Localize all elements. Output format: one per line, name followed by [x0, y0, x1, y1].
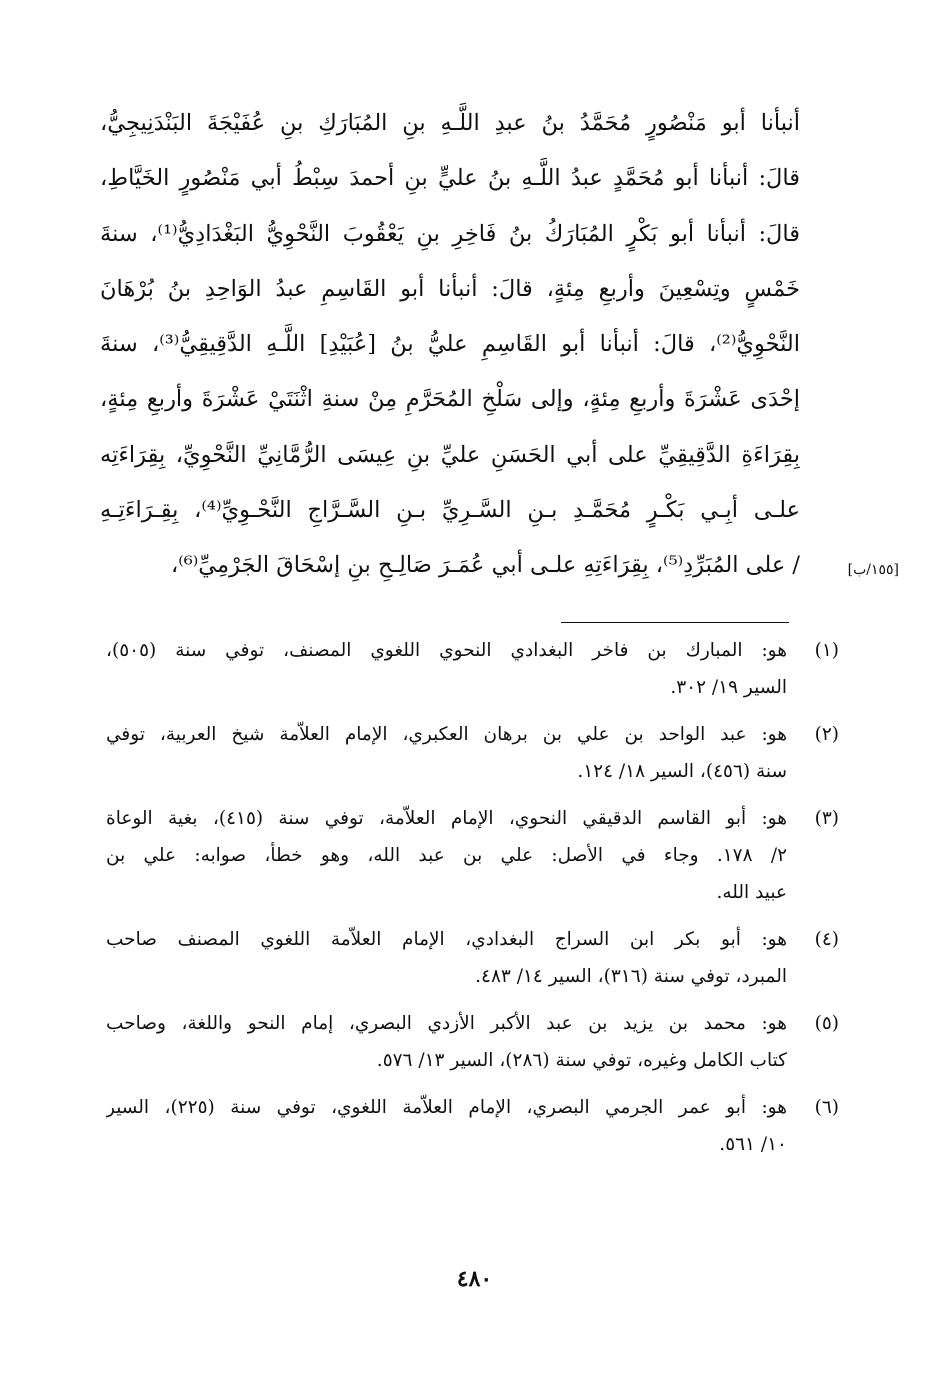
main-text-line: إحْدَى عَشْرَةَ وأربعِ مِئةٍ، وإلى سَلْخِ المُحَرَّمِ مِنْ سنةِ اثْنَتَيْ عَشْرَةَ وأربعِ مِئةٍ،	[100, 386, 800, 413]
footnote-number: (٢)	[814, 724, 839, 745]
main-text-line: / على المُبَرِّدِ⁽⁵⁾، بِقِرَاءَتِهِ علـى أبي عُمَـرَ صَالِـحِ بنِ إسْحَاقَ الجَرْمِيِّ⁽⁶⁾،	[170, 552, 800, 579]
footnote-line: هو: محمد بن يزيد بن عبد الأكبر الأزدي البصري، إمام النحو واللغة، وصاحب	[106, 1013, 787, 1034]
footnote-number: (٤)	[814, 929, 839, 950]
footnote-line: عبيد الله.	[716, 882, 787, 903]
footnote-3	[106, 800, 839, 911]
manuscript-folio-mark: [١٥٥/ب]	[847, 562, 899, 578]
footnote-number: (١)	[814, 640, 839, 661]
footnote-line: هو: أبو بكر ابن السراج البغدادي، الإمام العلاّمة اللغوي المصنف صاحب	[106, 929, 787, 950]
main-text-line: خَمْسٍ وتِسْعِينَ وأربعِ مِئةٍ، قالَ: أنبأنا أبو القَاسِمِ عبدُ الوَاحِدِ بنُ بُرْهَانَ	[100, 275, 800, 302]
main-text-line: علـى أبِـي بَكْـرٍ مُحَمَّـدِ بـنِ السَّـرِيِّ بـنِ السَّـرَّاجِ النَّحْـوِيِّ⁽⁴⁾، بِقِـرَاءَتِـهِ	[100, 497, 800, 524]
page-number: ٤٨٠	[456, 1266, 493, 1292]
main-text-line: بِقِرَاءَةِ الدَّقِيقِيِّ على أبي الحَسَنِ عليِّ بنِ عِيسَى الرُّمَّانِيِّ النَّحْوِيِّ، بِقِرَاءَتِه	[100, 441, 800, 468]
footnote-line: سنة (٤٥٦)، السير ١٨/ ١٢٤.	[577, 761, 787, 782]
footnote-line: هو: عبد الواحد بن علي بن برهان العكبري، الإمام العلاّمة شيخ العربية، توفي	[106, 724, 787, 745]
footnote-line: كتاب الكامل وغيره، توفي سنة (٢٨٦)، السير ١٣/ ٥٧٦.	[376, 1050, 787, 1071]
main-text-line: أنبأنا أبو مَنْصُورٍ مُحَمَّدُ بنُ عبدِ اللَّـهِ بنِ المُبَارَكِ بنِ عُفَيْجَةَ البَنْدَنِيجِيُّ،	[100, 110, 800, 136]
footnote-line: المبرد، توفي سنة (٣١٦)، السير ١٤/ ٤٨٣.	[475, 966, 787, 987]
main-text-line: قالَ: أنبأنا أبو بَكْرٍ المُبَارَكُ بنُ فَاخِرِ بنِ يَعْقُوبَ النَّحْوِيُّ البَغْدَادِيُّ⁽¹⁾، سنةَ	[100, 220, 800, 247]
footnotes-block	[106, 632, 839, 1173]
footnote-line: السير ١٩/ ٣٠٢.	[670, 677, 787, 698]
footnote-1	[106, 632, 839, 706]
footnote-4	[106, 921, 839, 995]
footnote-line: هو: أبو القاسم الدقيقي النحوي، الإمام العلاّمة، توفي سنة (٤١٥)، بغية الوعاة	[106, 808, 787, 829]
footnote-5	[106, 1005, 839, 1079]
footnote-line: هو: أبو عمر الجرمي البصري، الإمام العلاّمة اللغوي، توفي سنة (٢٢٥)، السير	[106, 1097, 787, 1118]
footnote-number: (٦)	[814, 1097, 839, 1118]
footnote-line: هو: المبارك بن فاخر البغدادي النحوي اللغوي المصنف، توفي سنة (٥٠٥)،	[106, 640, 787, 661]
footnote-separator	[561, 622, 789, 623]
footnote-line: ٢/ ١٧٨. وجاء في الأصل: علي بن عبد الله، وهو خطأ، صوابه: علي بن	[106, 845, 787, 866]
main-text-line: النَّحْوِيُّ⁽²⁾، قالَ: أنبأنا أبو القَاسِمِ عليُّ بنُ [عُبَيْدِ] اللَّـهِ الدَّقِيقِيُّ⁽³⁾، سنةَ	[100, 331, 800, 358]
footnote-line: ١٠/ ٥٦١.	[719, 1134, 787, 1155]
main-text-line: قالَ: أنبأنا أبو مُحَمَّدٍ عبدُ اللَّـهِ بنُ عليٍّ بنِ أحمدَ سِبْطُ أبي مَنْصُورٍ الخَيَّاطِ،	[100, 165, 800, 192]
footnote-number: (٥)	[814, 1013, 839, 1034]
footnote-number: (٣)	[814, 808, 839, 829]
footnote-2	[106, 716, 839, 790]
main-text-block	[100, 96, 800, 594]
footnote-6	[106, 1089, 839, 1163]
